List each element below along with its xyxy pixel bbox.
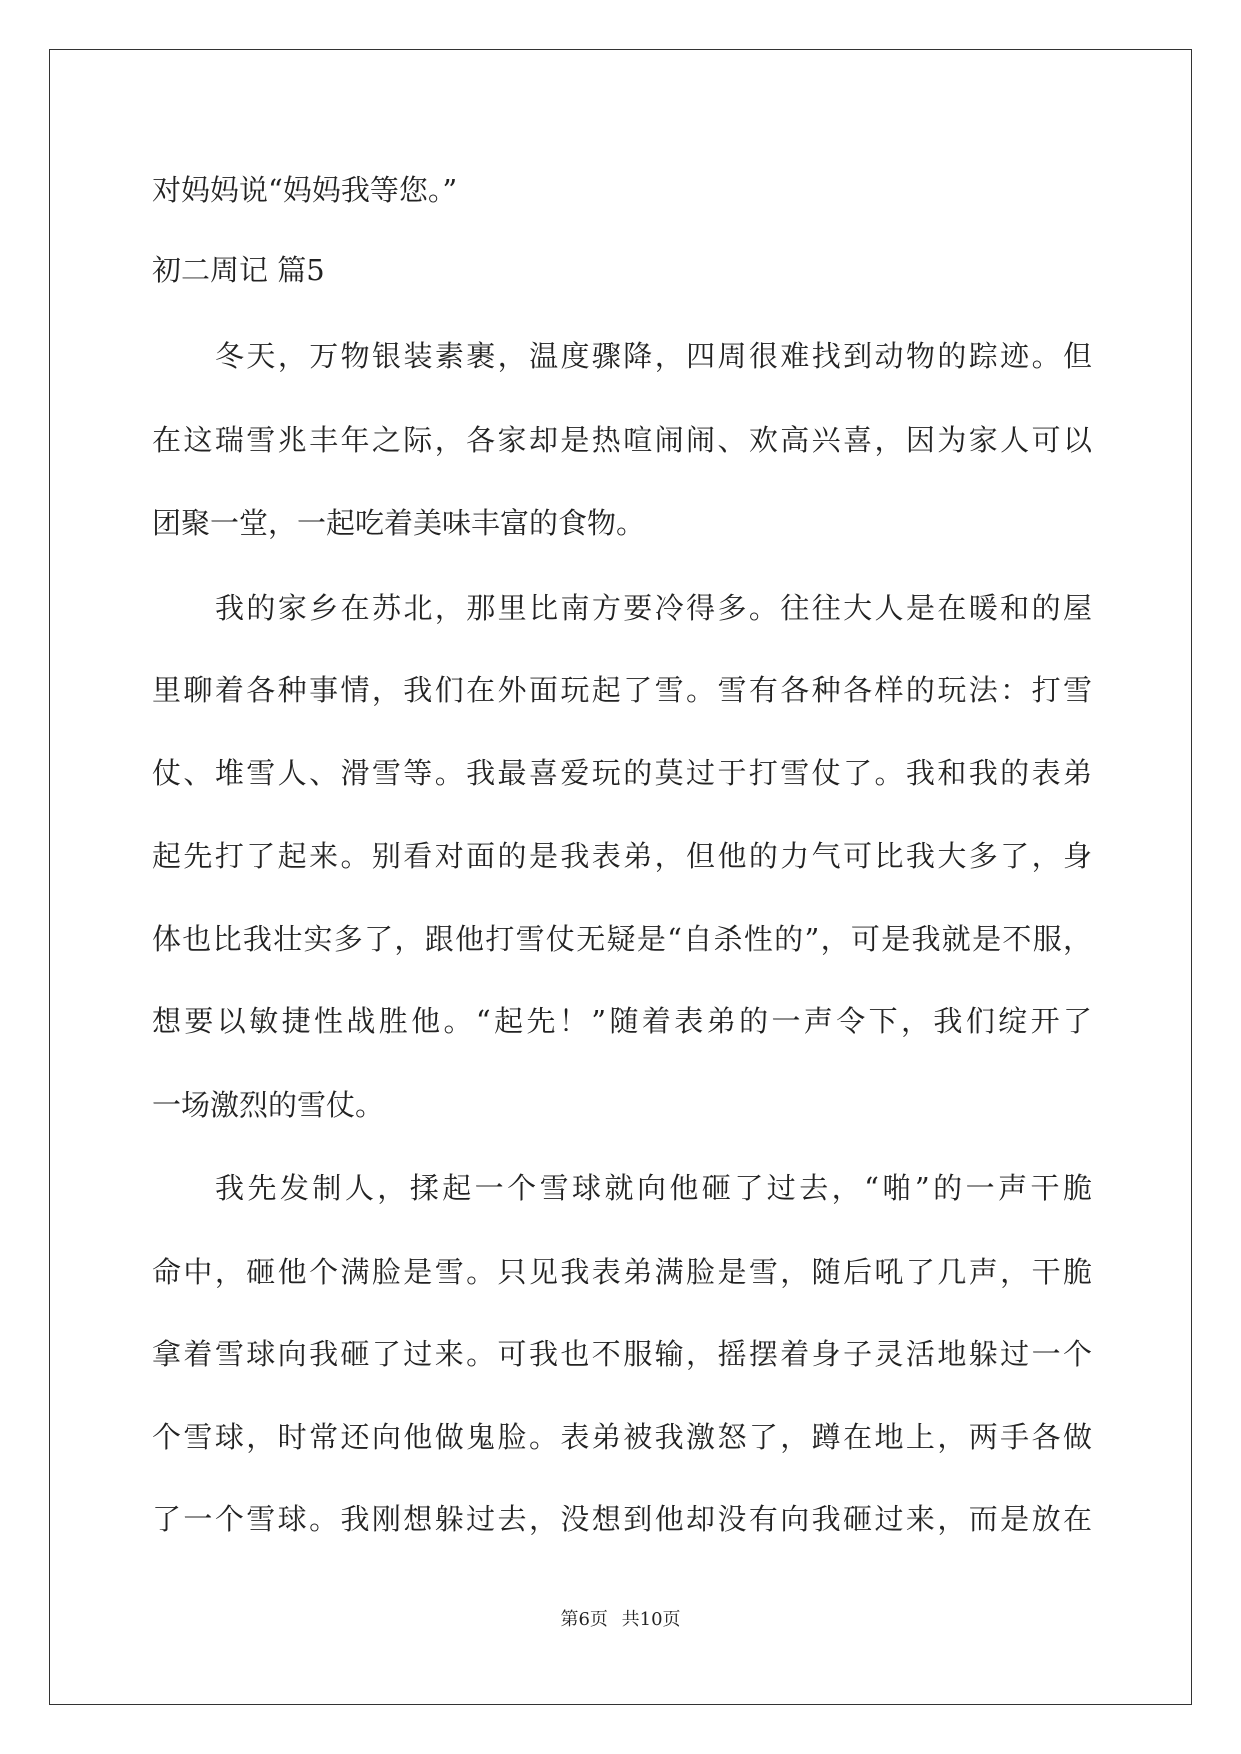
text-line: 起先打了起来。别看对面的是我表弟，但他的力气可比我大多了，身	[152, 839, 1092, 873]
text-line: 我的家乡在苏北，那里比南方要冷得多。往往大人是在暖和的屋	[215, 591, 1092, 625]
page-number: 第6页	[560, 1609, 608, 1630]
page-footer	[0, 1608, 1241, 1632]
text-line: 在这瑞雪兆丰年之际，各家却是热喧闹闹、欢高兴喜，因为家人可以	[152, 423, 1092, 457]
text-line: 团聚一堂，一起吃着美味丰富的食物。	[152, 506, 646, 540]
section-heading: 初二周记 篇5	[152, 253, 325, 287]
text-line: 仗、堆雪人、滑雪等。我最喜爱玩的莫过于打雪仗了。我和我的表弟	[152, 756, 1092, 790]
text-line: 个雪球，时常还向他做鬼脸。表弟被我激怒了，蹲在地上，两手各做	[152, 1420, 1092, 1454]
text-line: 体也比我壮实多了，跟他打雪仗无疑是“自杀性的”，可是我就是不服，	[152, 922, 1092, 956]
text-line: 我先发制人，揉起一个雪球就向他砸了过去，“啪”的一声干脆	[215, 1171, 1092, 1205]
text-line: 一场激烈的雪仗。	[152, 1088, 385, 1122]
text-line: 拿着雪球向我砸了过来。可我也不服输，摇摆着身子灵活地躲过一个	[152, 1337, 1092, 1371]
page-total: 共10页	[621, 1609, 681, 1630]
text-line: 想要以敏捷性战胜他。“起先！”随着表弟的一声令下，我们绽开了	[152, 1004, 1092, 1038]
text-line: 命中，砸他个满脸是雪。只见我表弟满脸是雪，随后吼了几声，干脆	[152, 1255, 1092, 1289]
text-line: 对妈妈说“妈妈我等您。”	[152, 173, 458, 207]
text-line: 了一个雪球。我刚想躲过去，没想到他却没有向我砸过来，而是放在	[152, 1502, 1092, 1536]
text-line: 冬天，万物银装素裹，温度骤降，四周很难找到动物的踪迹。但	[215, 339, 1092, 373]
text-line: 里聊着各种事情，我们在外面玩起了雪。雪有各种各样的玩法：打雪	[152, 673, 1092, 707]
